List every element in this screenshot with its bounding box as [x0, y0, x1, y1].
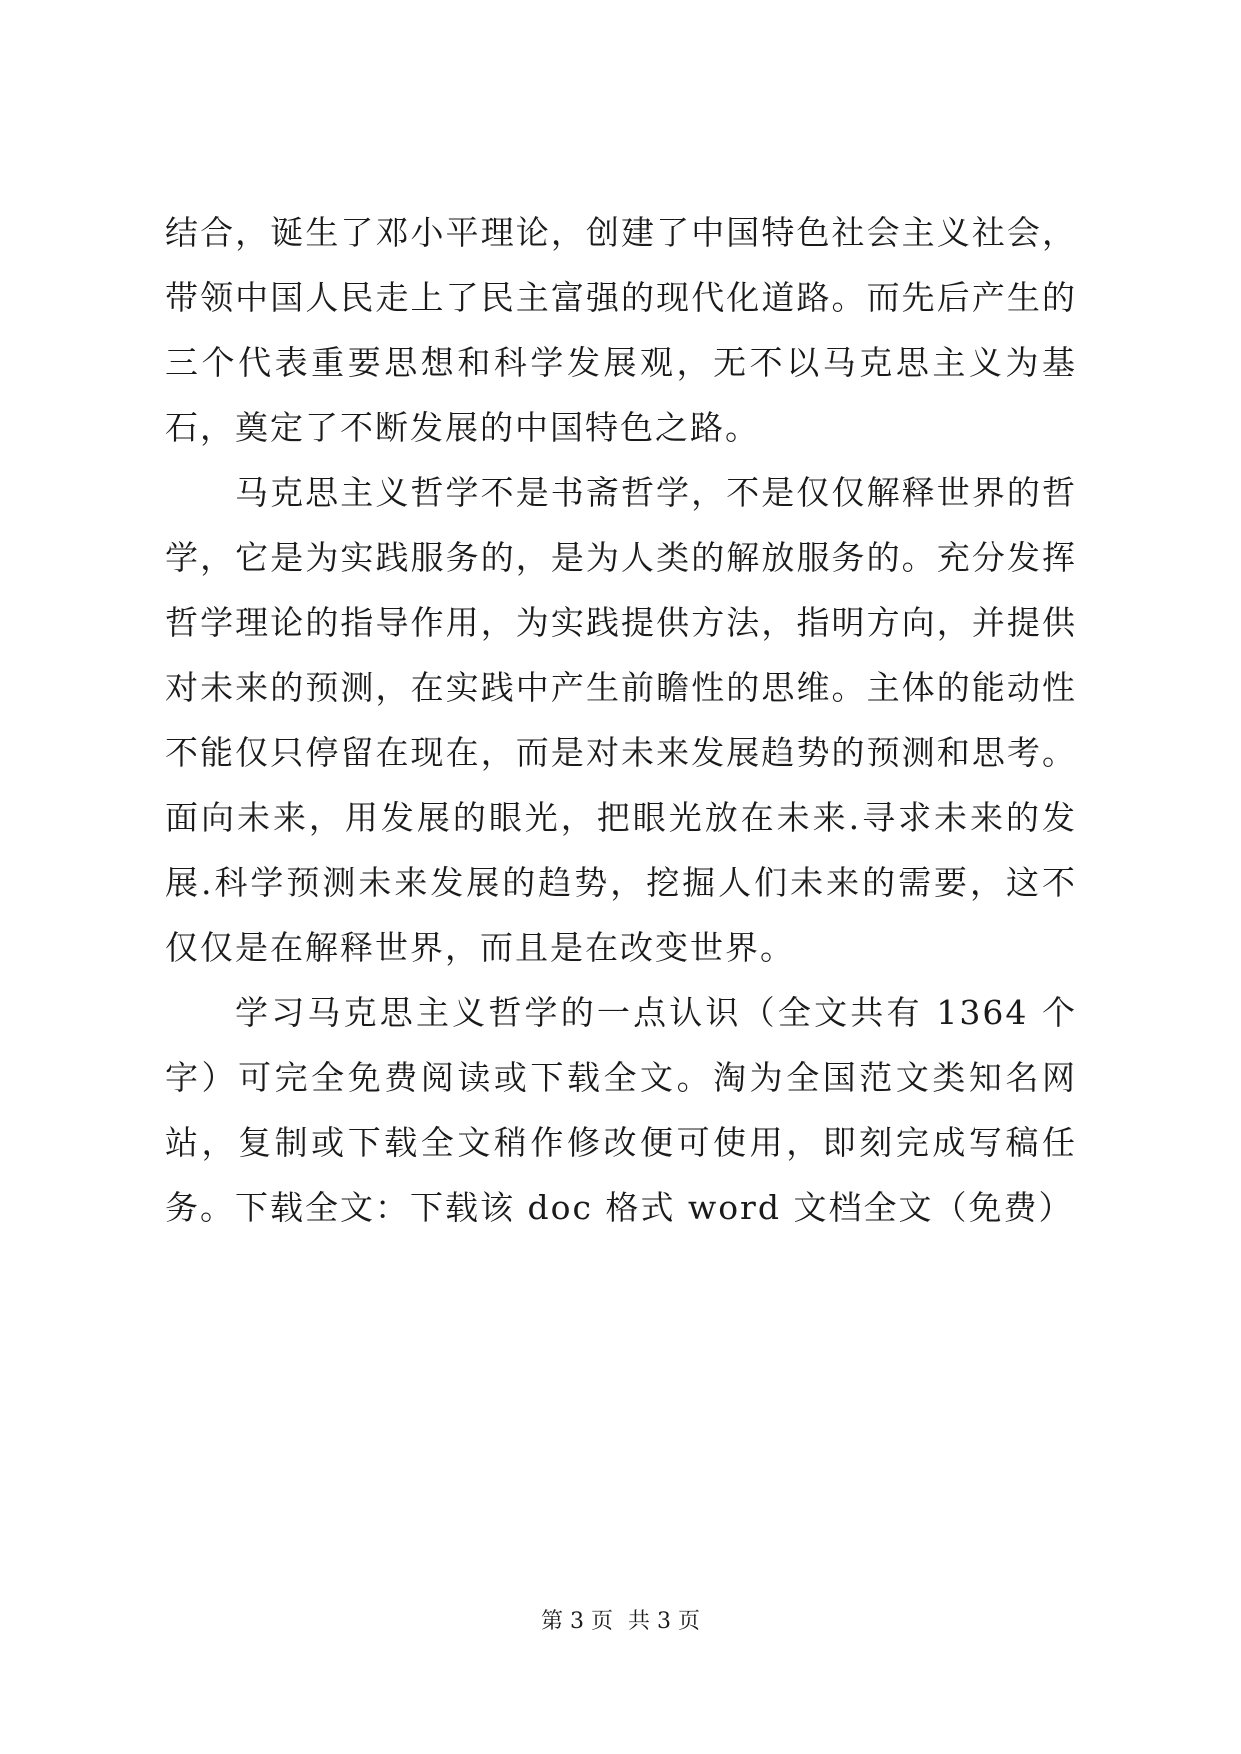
- paragraph-practice: 马克思主义哲学不是书斋哲学，不是仅仅解释世界的哲学，它是为实践服务的，是为人类的解放服务的。充分发挥哲学理论的指导作用，为实践提供方法，指明方向，并提供对未来的预测，在实践中产生前瞻性的思维。主体的能动性不能仅只停留在现在，而是对未来发展趋势的预测和思考。面向未来，用发展的眼光，把眼光放在未来.寻求未来的发展.科学预测未来发展的趋势，挖掘人们未来的需要，这不仅仅是在解释世界，而且是在改变世界。: [165, 473, 1077, 967]
- paragraph-continued: 结合，诞生了邓小平理论，创建了中国特色社会主义社会，带领中国人民走上了民主富强的现代化道路。而先后产生的三个代表重要思想和科学发展观，无不以马克思主义为基石，奠定了不断发展的中国特色之路。: [165, 213, 1077, 447]
- page-number-current: 第 3 页: [541, 1609, 613, 1634]
- page-footer: [0, 1607, 1241, 1637]
- page-number-total: 共 3 页: [628, 1609, 700, 1634]
- paragraph-download-note: 学习马克思主义哲学的一点认识（全文共有 1364 个字）可完全免费阅读或下载全文。淘为全国范文类知名网站，复制或下载全文稍作修改便可使用，即刻完成写稿任务。下载全文：下载该 doc 格式 word 文档全文（免费）: [165, 993, 1077, 1227]
- document-body: [165, 200, 1077, 1240]
